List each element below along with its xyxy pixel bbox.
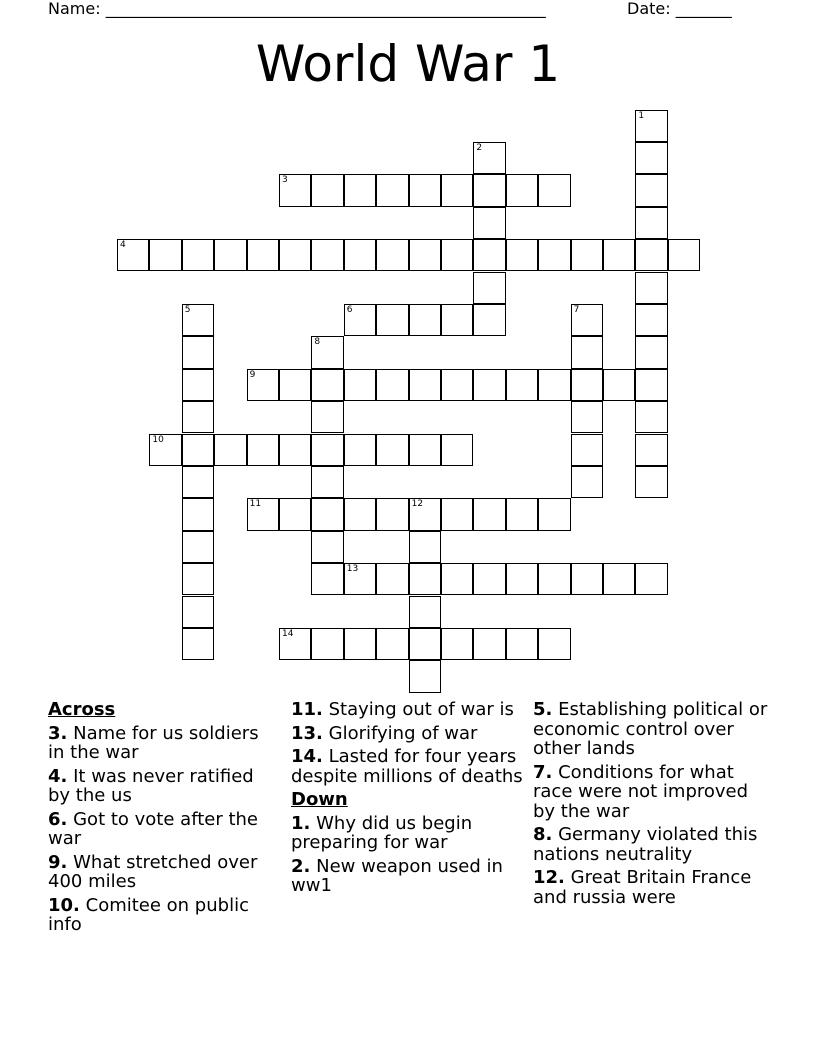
grid-cell[interactable]	[376, 434, 408, 466]
grid-cell[interactable]	[182, 304, 214, 336]
grid-cell[interactable]	[635, 272, 667, 304]
grid-cell[interactable]	[214, 434, 246, 466]
clue-across-4	[48, 767, 280, 806]
cell-number: 10	[152, 434, 164, 445]
date-line: _______	[675, 0, 732, 18]
name-label: Name:	[48, 0, 106, 18]
clue-number: 6.	[48, 808, 68, 830]
clue-number: 2.	[291, 855, 311, 877]
grid-cell[interactable]	[376, 628, 408, 660]
grid-cell[interactable]	[409, 174, 441, 206]
clue-number: 4.	[48, 765, 68, 787]
grid-cell[interactable]	[473, 563, 505, 595]
grid-cell[interactable]	[506, 628, 538, 660]
grid-cell[interactable]	[279, 628, 311, 660]
clue-across-13	[291, 724, 523, 744]
cell-number: 7	[573, 304, 580, 315]
grid-cell[interactable]	[409, 531, 441, 563]
grid-cell[interactable]	[635, 336, 667, 368]
grid-cell[interactable]	[149, 434, 181, 466]
grid-cell[interactable]	[311, 369, 343, 401]
cell-number: 3	[282, 175, 288, 186]
cell-number: 5	[184, 304, 191, 315]
grid-cell[interactable]	[376, 498, 408, 530]
cell-number: 2	[476, 142, 483, 153]
grid-cell[interactable]	[182, 466, 214, 498]
grid-cell[interactable]	[182, 239, 214, 271]
grid-cell[interactable]	[279, 174, 311, 206]
clue-column-3	[533, 700, 773, 911]
grid-cell[interactable]	[635, 563, 667, 595]
clue-text: Name for us soldiers in the war	[48, 722, 259, 763]
grid-cell[interactable]	[311, 401, 343, 433]
clue-across-9	[48, 853, 280, 892]
grid-cell[interactable]	[635, 434, 667, 466]
clue-number: 10.	[48, 894, 80, 916]
across-heading: Across	[48, 699, 116, 720]
clue-text: Got to vote after the war	[48, 808, 259, 849]
grid-cell[interactable]	[409, 596, 441, 628]
grid-cell[interactable]	[409, 369, 441, 401]
grid-cell[interactable]	[311, 628, 343, 660]
grid-cell[interactable]	[311, 174, 343, 206]
grid-cell[interactable]	[441, 434, 473, 466]
grid-cell[interactable]	[473, 628, 505, 660]
grid-cell[interactable]	[376, 369, 408, 401]
clue-number: 5.	[533, 699, 553, 720]
grid-cell[interactable]	[344, 498, 376, 530]
clue-number: 8.	[533, 824, 553, 845]
grid-cell[interactable]	[441, 174, 473, 206]
clue-number: 1.	[291, 812, 311, 834]
grid-cell[interactable]	[473, 304, 505, 336]
grid-cell[interactable]	[473, 369, 505, 401]
grid-cell[interactable]	[311, 563, 343, 595]
grid-cell[interactable]	[473, 272, 505, 304]
grid-cell[interactable]	[409, 498, 441, 530]
grid-cell[interactable]	[409, 563, 441, 595]
grid-cell[interactable]	[344, 304, 376, 336]
grid-cell[interactable]	[117, 239, 149, 271]
grid-cell[interactable]	[182, 401, 214, 433]
cell-number: 14	[282, 628, 294, 639]
grid-cell[interactable]	[182, 434, 214, 466]
grid-cell[interactable]	[247, 369, 279, 401]
clue-text: What stretched over 400 miles	[48, 851, 258, 892]
grid-cell[interactable]	[635, 401, 667, 433]
grid-cell[interactable]	[182, 531, 214, 563]
grid-cell[interactable]	[635, 239, 667, 271]
grid-cell[interactable]	[149, 239, 181, 271]
clue-down-5	[533, 700, 773, 759]
clue-across-10	[48, 896, 280, 935]
grid-cell[interactable]	[247, 498, 279, 530]
grid-cell[interactable]	[473, 207, 505, 239]
grid-cell[interactable]	[668, 239, 700, 271]
grid-cell[interactable]	[279, 498, 311, 530]
clue-across-6	[48, 810, 280, 849]
cell-number: 9	[249, 369, 256, 380]
grid-cell[interactable]	[279, 239, 311, 271]
clue-text: Why did us begin preparing for war	[291, 812, 473, 853]
date-label: Date:	[627, 0, 676, 18]
grid-cell[interactable]	[441, 498, 473, 530]
cell-number: 11	[249, 499, 262, 510]
grid-cell[interactable]	[538, 563, 570, 595]
clue-number: 12.	[533, 867, 565, 888]
grid-cell[interactable]	[311, 498, 343, 530]
clue-text: Establishing political or economic control over other lands	[533, 699, 768, 759]
grid-cell[interactable]	[571, 466, 603, 498]
grid-cell[interactable]	[376, 174, 408, 206]
grid-cell[interactable]	[344, 174, 376, 206]
grid-cell[interactable]	[571, 304, 603, 336]
clue-number: 14.	[291, 746, 323, 767]
grid-cell[interactable]	[571, 336, 603, 368]
grid-cell[interactable]	[344, 369, 376, 401]
name-line: _______________________________________________________	[105, 0, 546, 18]
grid-cell[interactable]	[182, 369, 214, 401]
grid-cell[interactable]	[344, 563, 376, 595]
grid-cell[interactable]	[635, 142, 667, 174]
grid-cell[interactable]	[409, 434, 441, 466]
clue-across-11	[291, 700, 523, 720]
grid-cell[interactable]	[635, 304, 667, 336]
clue-number: 13.	[291, 722, 323, 744]
clue-text: Great Britain France and russia were	[533, 867, 752, 908]
clue-down-1	[291, 814, 523, 853]
grid-cell[interactable]	[441, 369, 473, 401]
grid-cell[interactable]	[311, 434, 343, 466]
grid-cell[interactable]	[311, 336, 343, 368]
cell-number: 8	[314, 337, 321, 348]
grid-cell[interactable]	[538, 239, 570, 271]
grid-cell[interactable]	[473, 174, 505, 206]
cell-number: 13	[346, 564, 359, 575]
grid-cell[interactable]	[441, 563, 473, 595]
grid-cell[interactable]	[182, 336, 214, 368]
grid-cell[interactable]	[571, 369, 603, 401]
clue-number: 9.	[48, 851, 68, 873]
grid-cell[interactable]	[571, 563, 603, 595]
clue-text: Conditions for what race were not improved by the war	[533, 761, 749, 822]
grid-cell[interactable]	[182, 498, 214, 530]
grid-cell[interactable]	[409, 304, 441, 336]
grid-cell[interactable]	[506, 174, 538, 206]
grid-cell[interactable]	[473, 142, 505, 174]
clue-text: Lasted for four years despite millions of deaths	[291, 746, 523, 787]
grid-cell[interactable]	[279, 369, 311, 401]
grid-cell[interactable]	[538, 174, 570, 206]
grid-cell[interactable]	[344, 239, 376, 271]
grid-cell[interactable]	[538, 628, 570, 660]
clue-number: 11.	[291, 699, 323, 720]
grid-cell[interactable]	[311, 466, 343, 498]
cell-number: 1	[638, 110, 645, 121]
clue-across-14	[291, 747, 523, 786]
grid-cell[interactable]	[603, 369, 635, 401]
page-title: World War 1	[255, 35, 561, 93]
grid-cell[interactable]	[182, 596, 214, 628]
grid-cell[interactable]	[571, 239, 603, 271]
grid-cell[interactable]	[376, 239, 408, 271]
clue-down-7	[533, 763, 773, 822]
grid-cell[interactable]	[571, 401, 603, 433]
grid-cell[interactable]	[441, 239, 473, 271]
grid-cell[interactable]	[344, 628, 376, 660]
clue-down-2	[291, 857, 523, 896]
grid-cell[interactable]	[376, 563, 408, 595]
clue-across-3	[48, 724, 280, 763]
grid-cell[interactable]	[635, 369, 667, 401]
grid-cell[interactable]	[409, 628, 441, 660]
grid-cell[interactable]	[506, 563, 538, 595]
clue-text: It was never ratified by the us	[48, 765, 254, 806]
grid-cell[interactable]	[182, 563, 214, 595]
grid-cell[interactable]	[635, 207, 667, 239]
grid-cell[interactable]	[538, 498, 570, 530]
grid-cell[interactable]	[311, 239, 343, 271]
clue-down-12	[533, 868, 773, 907]
grid-cell[interactable]	[311, 531, 343, 563]
clue-number: 3.	[48, 722, 68, 744]
grid-cell[interactable]	[603, 563, 635, 595]
clue-number: 7.	[533, 761, 553, 783]
grid-cell[interactable]	[506, 498, 538, 530]
clue-column-1	[48, 700, 280, 939]
grid-cell[interactable]	[214, 239, 246, 271]
grid-cell[interactable]	[409, 660, 441, 692]
grid-cell[interactable]	[473, 239, 505, 271]
clue-text: New weapon used in ww1	[291, 855, 503, 896]
grid-cell[interactable]	[538, 369, 570, 401]
grid-cell[interactable]	[506, 369, 538, 401]
clue-text: Staying out of war is	[328, 699, 514, 720]
cell-number: 12	[411, 499, 424, 510]
clue-text: Glorifying of war	[328, 722, 478, 744]
cell-number: 6	[346, 304, 353, 315]
grid-cell[interactable]	[247, 434, 279, 466]
grid-cell[interactable]	[506, 239, 538, 271]
grid-cell[interactable]	[279, 434, 311, 466]
grid-cell[interactable]	[635, 110, 667, 142]
clue-column-2	[291, 700, 523, 900]
grid-cell[interactable]	[571, 434, 603, 466]
grid-cell[interactable]	[603, 239, 635, 271]
grid-cell[interactable]	[635, 174, 667, 206]
grid-cell[interactable]	[635, 466, 667, 498]
grid-cell[interactable]	[473, 498, 505, 530]
grid-cell[interactable]	[441, 628, 473, 660]
grid-cell[interactable]	[247, 239, 279, 271]
clue-text: Comitee on public info	[48, 894, 249, 935]
grid-cell[interactable]	[182, 628, 214, 660]
grid-cell[interactable]	[409, 239, 441, 271]
cell-number: 4	[120, 240, 126, 251]
grid-cell[interactable]	[344, 434, 376, 466]
down-heading: Down	[291, 789, 348, 810]
grid-cell[interactable]	[441, 304, 473, 336]
grid-cell[interactable]	[376, 304, 408, 336]
clue-down-8	[533, 825, 773, 864]
clue-text: Germany violated this nations neutrality	[533, 824, 758, 865]
